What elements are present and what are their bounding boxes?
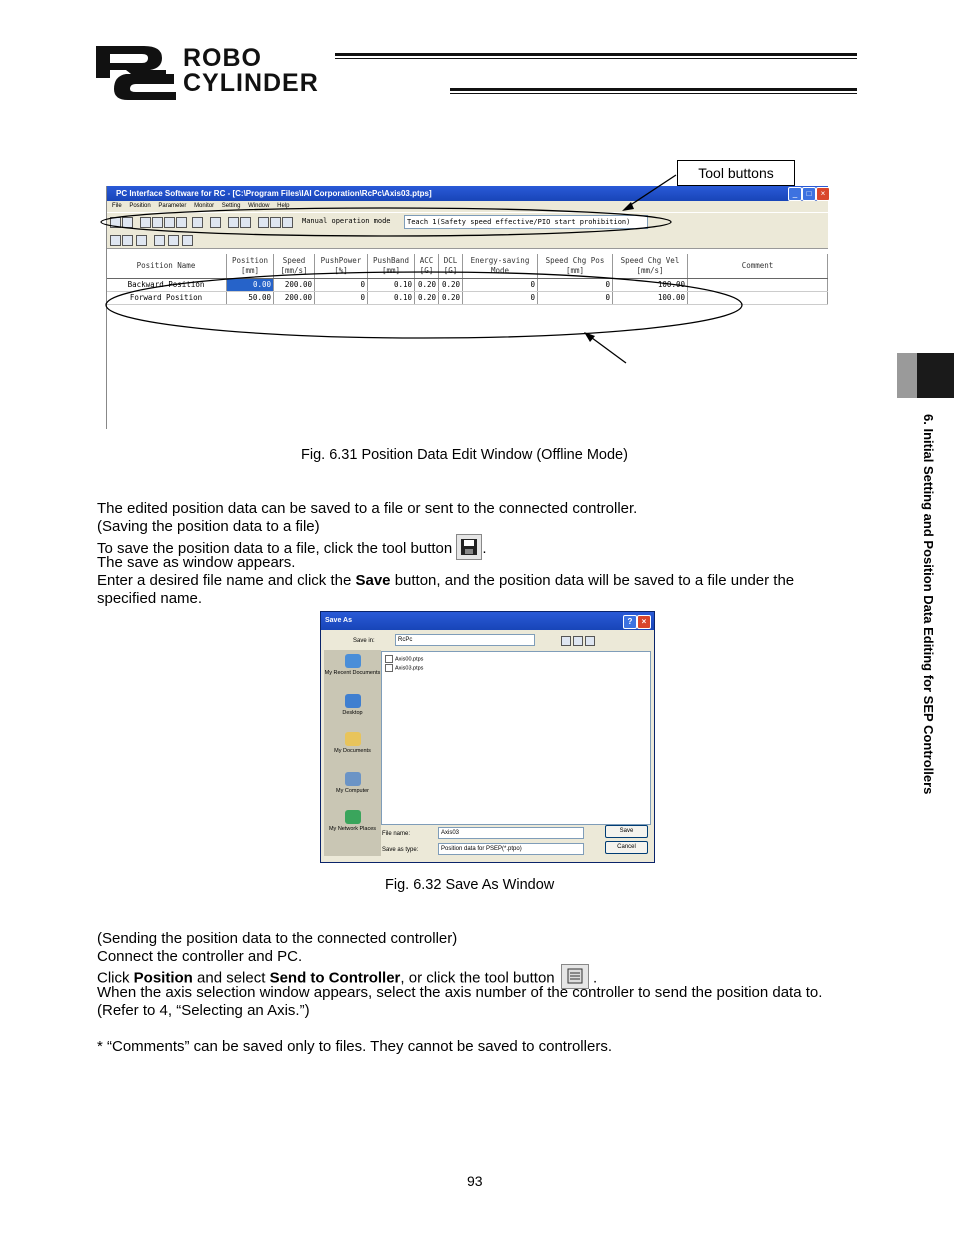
paragraph-text: and select xyxy=(192,969,270,987)
figure-caption: Fig. 6.32 Save As Window xyxy=(385,877,555,893)
window-title: PC Interface Software for RC - [C:\Program Files\IAI Corporation\RcPc\Axis03.ptps] xyxy=(116,189,432,198)
paragraph: The save as window appears. xyxy=(97,554,296,571)
save-tool-button-icon xyxy=(456,534,482,560)
recent-documents-icon xyxy=(345,654,361,668)
save-as-dialog xyxy=(320,611,655,863)
mode-value: Teach 1(Safety speed effective/PIO start prohibition) xyxy=(407,218,631,226)
file-name-input[interactable] xyxy=(438,827,584,839)
menu-position[interactable]: Position xyxy=(129,203,151,209)
back-icon[interactable] xyxy=(561,636,571,646)
send-to-controller-term: Send to Controller xyxy=(269,969,401,987)
dialog-title: Save As xyxy=(325,617,352,624)
place-my-computer[interactable]: My Computer xyxy=(324,772,381,794)
cell-position-name[interactable]: Forward Position xyxy=(106,292,227,305)
paragraph: (Sending the position data to the connected controller) xyxy=(97,930,458,947)
chapter-title: 6. Initial Setting and Position Data Editing for SEP Controllers xyxy=(921,414,936,795)
dialog-titlebar xyxy=(321,612,654,630)
cell-acc[interactable]: 0.20 xyxy=(415,292,439,305)
paragraph-text: button, and the position data will be saved to a file under the xyxy=(390,572,795,589)
header-energy-saving: Energy-saving Mode xyxy=(463,254,538,279)
cell-energy-saving[interactable]: 0 xyxy=(463,292,538,305)
menu-file[interactable]: File xyxy=(112,203,122,209)
paragraph-text: . xyxy=(482,539,487,557)
cell-speed-chg-pos[interactable]: 0 xyxy=(538,279,613,292)
paragraph: specified name. xyxy=(97,590,203,607)
data-area-highlight-ellipse xyxy=(106,272,742,338)
menu-help[interactable]: Help xyxy=(277,203,290,209)
header-speed: Speed [mm/s] xyxy=(274,254,315,279)
cell-position[interactable]: 0.00 xyxy=(227,279,274,292)
cell-speed-chg-pos[interactable]: 0 xyxy=(538,292,613,305)
file-list xyxy=(381,651,651,825)
paragraph: Connect the controller and PC. xyxy=(97,948,303,965)
header-comment: Comment xyxy=(688,254,828,279)
maximize-icon[interactable]: □ xyxy=(802,187,816,201)
paragraph: (Refer to 4, “Selecting an Axis.”) xyxy=(97,1002,310,1019)
menu-setting[interactable]: Setting xyxy=(221,203,241,209)
place-my-documents[interactable]: My Documents xyxy=(324,732,381,754)
cell-speed-chg-vel[interactable]: 100.00 xyxy=(613,292,688,305)
save-type-select[interactable] xyxy=(438,843,584,855)
save-button[interactable]: Save xyxy=(605,825,648,838)
paragraph xyxy=(97,572,794,590)
paragraph: The edited position data can be saved to a file or sent to the connected controller. xyxy=(97,500,638,517)
cell-pushpower[interactable]: 0 xyxy=(315,292,368,305)
cell-dcl[interactable]: 0.20 xyxy=(439,279,463,292)
save-term: Save xyxy=(355,572,391,589)
paragraph: When the axis selection window appears, select the axis number of the controller to send the position data to. xyxy=(97,984,823,1001)
header-position-name: Position Name xyxy=(106,254,227,279)
desktop-icon xyxy=(345,694,361,708)
cell-speed[interactable]: 200.00 xyxy=(274,279,315,292)
close-icon[interactable]: × xyxy=(637,615,651,629)
header-pushpower: PushPower [%] xyxy=(315,254,368,279)
cell-speed-chg-vel[interactable]: 100.00 xyxy=(613,279,688,292)
header-speed-chg-pos: Speed Chg Pos [mm] xyxy=(538,254,613,279)
header-dcl: DCL [G] xyxy=(439,254,463,279)
my-computer-icon xyxy=(345,772,361,786)
tool-buttons-arrow xyxy=(626,175,676,208)
cell-position[interactable]: 50.00 xyxy=(227,292,274,305)
cell-pushpower[interactable]: 0 xyxy=(315,279,368,292)
cell-energy-saving[interactable]: 0 xyxy=(463,279,538,292)
figure-caption: Fig. 6.31 Position Data Edit Window (Offline Mode) xyxy=(301,447,628,463)
paragraph-text: . xyxy=(593,969,598,987)
paragraph-text: Click xyxy=(97,969,134,987)
file-icon xyxy=(385,664,393,672)
up-folder-icon[interactable] xyxy=(573,636,583,646)
position-area-arrow xyxy=(588,335,626,363)
cell-acc[interactable]: 0.20 xyxy=(415,279,439,292)
paragraph-text: To save the position data to a file, click the tool button xyxy=(97,539,453,557)
place-network[interactable]: My Network Places xyxy=(324,810,381,832)
cell-dcl[interactable]: 0.20 xyxy=(439,292,463,305)
position-term: Position xyxy=(133,969,193,987)
paragraph: (Saving the position data to a file) xyxy=(97,518,320,535)
save-in-label: Save in: xyxy=(353,638,375,644)
mode-label: Manual operation mode xyxy=(302,217,391,225)
place-recent[interactable]: My Recent Documents xyxy=(324,654,381,676)
cell-speed[interactable]: 200.00 xyxy=(274,292,315,305)
save-in-select[interactable] xyxy=(395,634,535,646)
file-item[interactable]: Axis03.ptps xyxy=(385,664,423,672)
minimize-icon[interactable]: _ xyxy=(788,187,802,201)
toolbar-highlight-ellipse xyxy=(101,208,671,236)
save-type-label: Save as type: xyxy=(382,847,419,853)
place-desktop[interactable]: Desktop xyxy=(324,694,381,716)
logo-line1: ROBO xyxy=(183,44,262,72)
cell-pushband[interactable]: 0.10 xyxy=(368,292,415,305)
menu-monitor[interactable]: Monitor xyxy=(194,203,215,209)
save-in-value: RcPc xyxy=(398,637,413,643)
cancel-button[interactable]: Cancel xyxy=(605,841,648,854)
file-name-value: Axis03 xyxy=(441,830,460,836)
file-name-label: File name: xyxy=(382,831,411,837)
callout-tool-buttons: Tool buttons xyxy=(677,160,795,186)
cell-pushband[interactable]: 0.10 xyxy=(368,279,415,292)
paragraph-text: , or click the tool button xyxy=(400,969,555,987)
page-number: 93 xyxy=(467,1173,483,1189)
logo-line2: CYLINDER xyxy=(183,69,319,97)
file-icon xyxy=(385,655,393,663)
paragraph-text: Enter a desired file name and click the xyxy=(97,572,356,589)
header-speed-chg-vel: Speed Chg Vel [mm/s] xyxy=(613,254,688,279)
header-position: Position [mm] xyxy=(227,254,274,279)
header-acc: ACC [G] xyxy=(415,254,439,279)
new-folder-icon[interactable] xyxy=(585,636,595,646)
my-documents-icon xyxy=(345,732,361,746)
file-item[interactable]: Axis00.ptps xyxy=(385,655,423,663)
footnote: * “Comments” can be saved only to files. They cannot be saved to controllers. xyxy=(97,1038,612,1055)
close-icon[interactable]: × xyxy=(816,187,830,201)
menu-parameter[interactable]: Parameter xyxy=(158,203,187,209)
save-type-value: Position data for PSEP(*.ptpo) xyxy=(441,846,522,852)
menu-window[interactable]: Window xyxy=(248,203,270,209)
places-bar xyxy=(324,650,381,856)
help-icon[interactable]: ? xyxy=(623,615,637,629)
network-places-icon xyxy=(345,810,361,824)
cell-position-name[interactable]: Backward Position xyxy=(106,279,227,292)
header-pushband: PushBand [mm] xyxy=(368,254,415,279)
